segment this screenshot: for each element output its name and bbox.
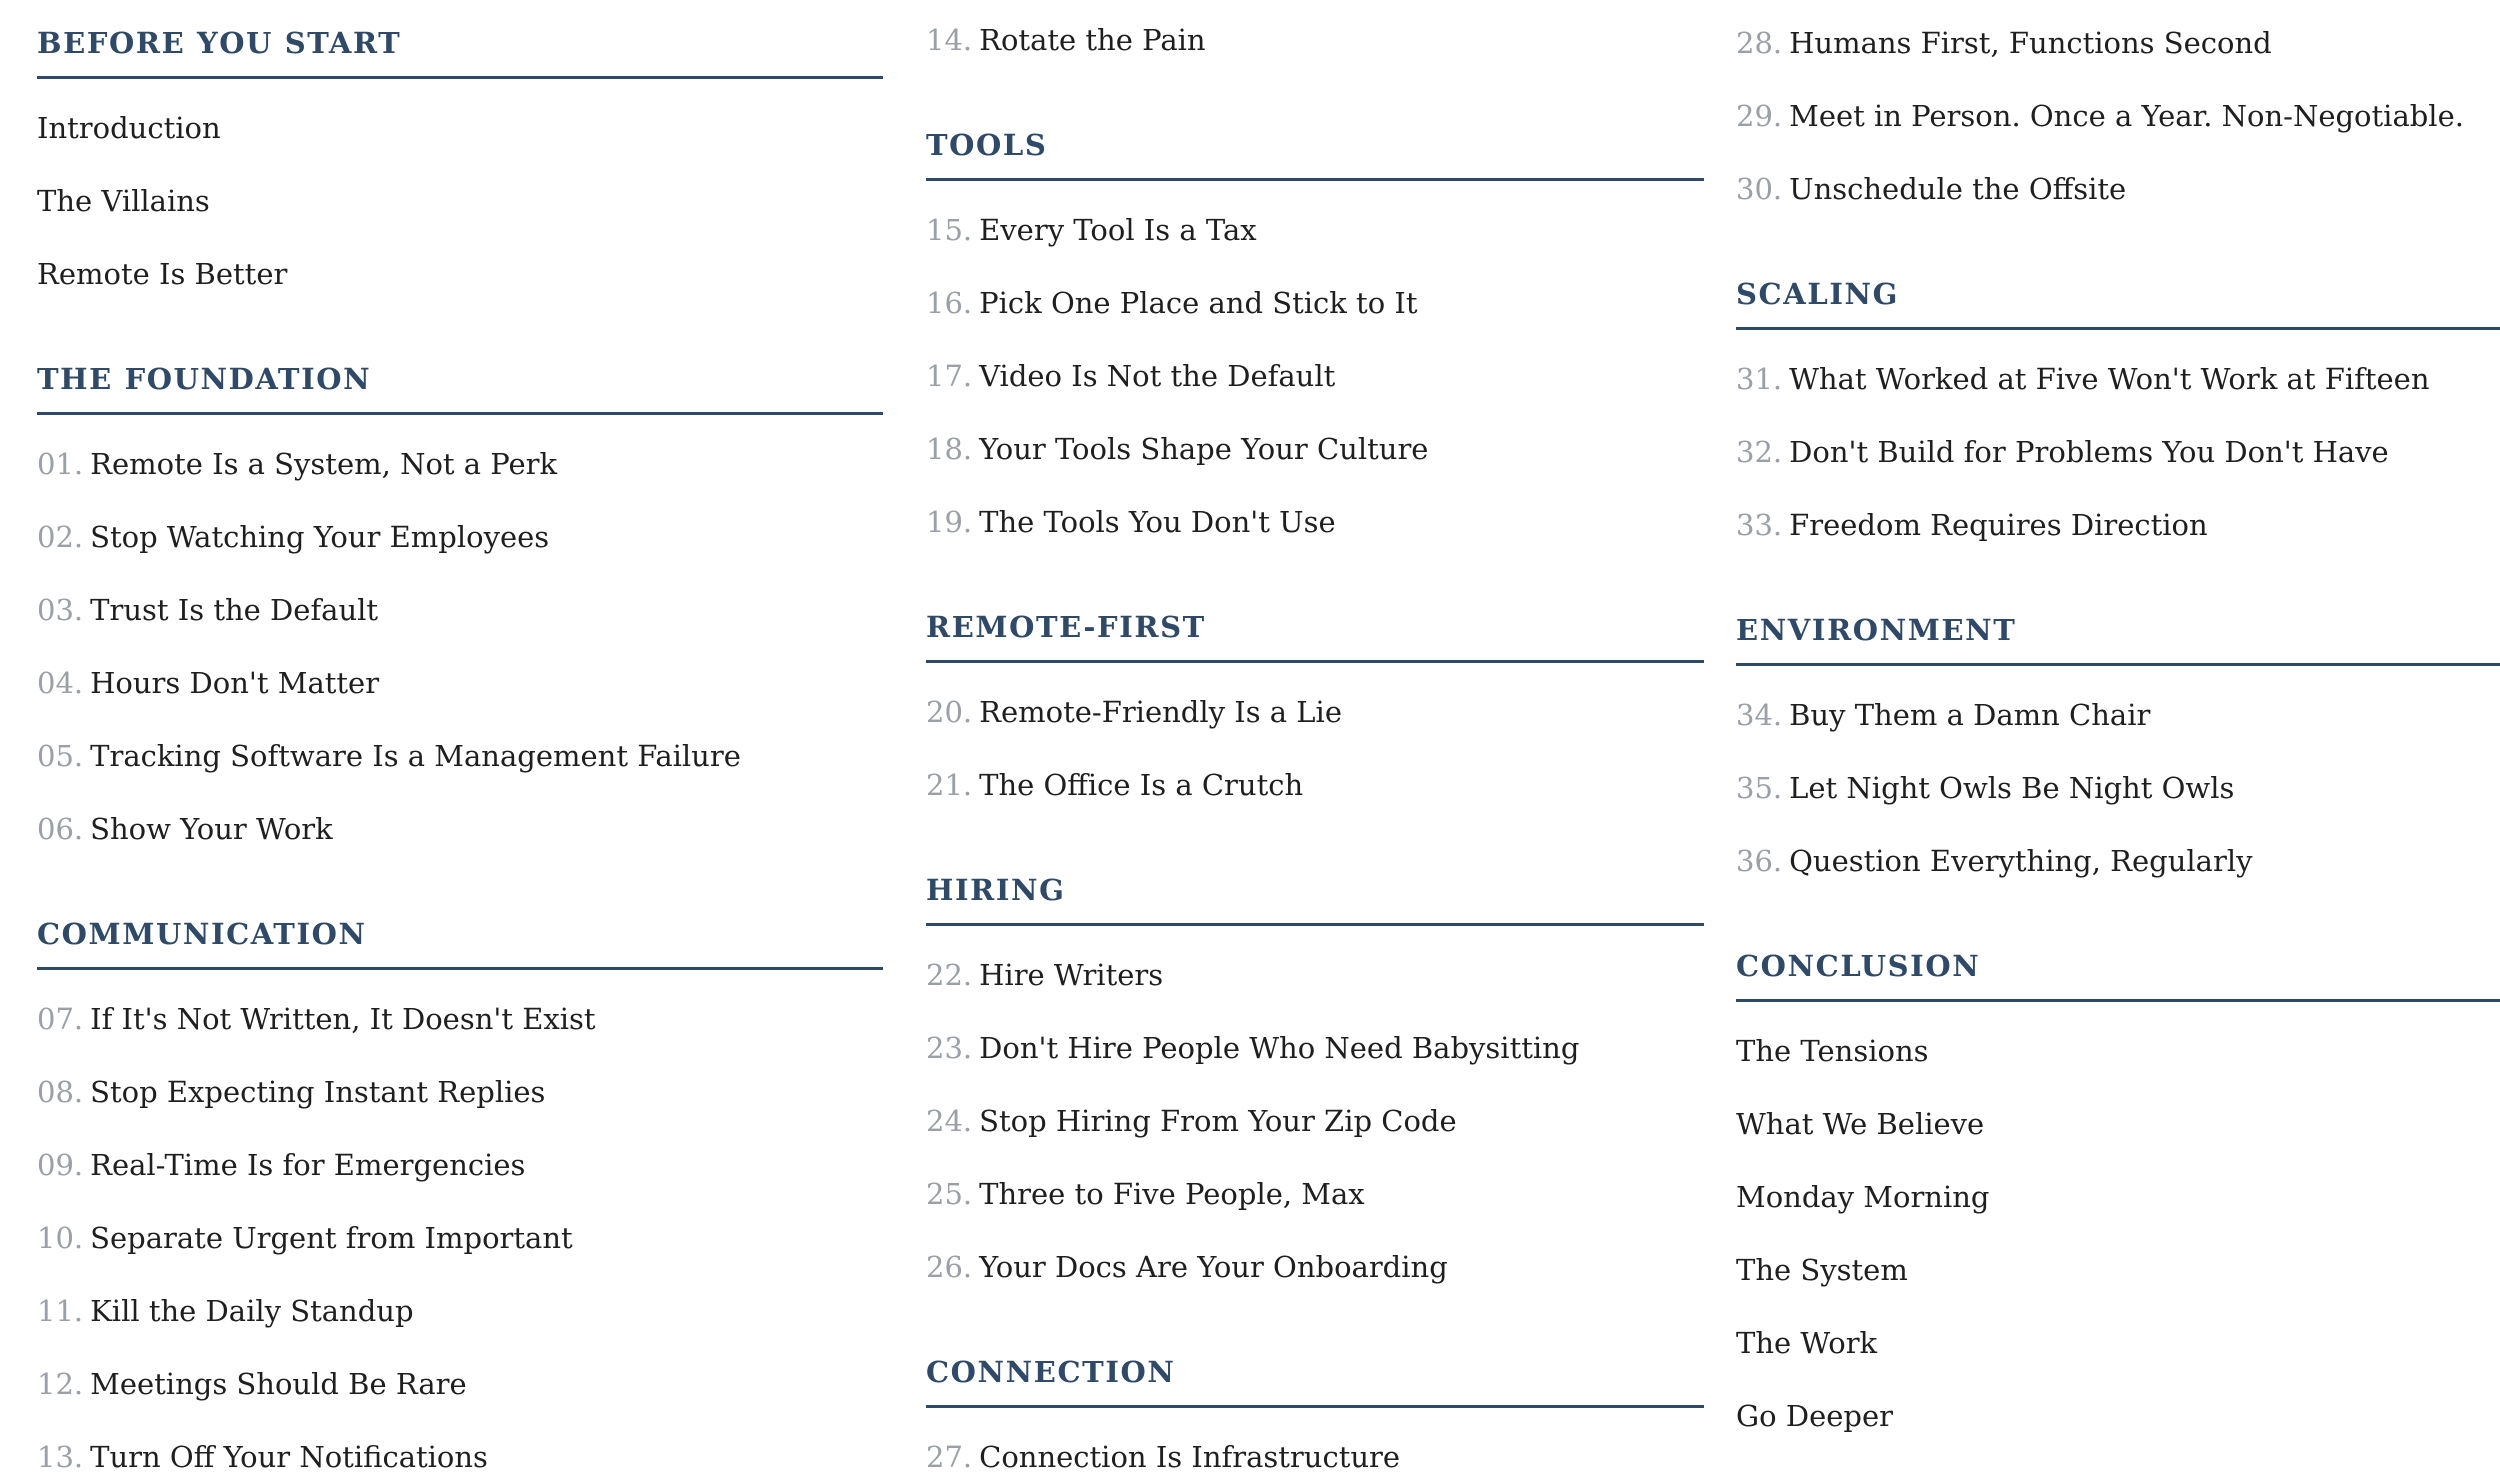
chapter-title: Stop Watching Your Employees [90, 520, 550, 554]
toc-link-the-tensions[interactable] [1736, 1031, 1929, 1071]
chapter-title: Rotate the Pain [979, 23, 1206, 57]
section-divider [37, 967, 883, 970]
toc-link-the-system[interactable] [1736, 1250, 1908, 1290]
section-heading-label: CONNECTION [926, 1355, 1176, 1389]
chapter-title: The System [1736, 1253, 1908, 1287]
chapter-title: Introduction [37, 111, 221, 145]
chapter-number: 31. [1736, 362, 1783, 396]
toc-link-kill-the-daily-standup[interactable] [37, 1291, 414, 1331]
section-divider [1736, 663, 2500, 666]
toc-link-monday-morning[interactable] [1736, 1177, 1990, 1217]
chapter-number: 03. [37, 593, 84, 627]
toc-link-real-time-is-for-emergencies[interactable] [37, 1145, 525, 1185]
chapter-title: Every Tool Is a Tax [979, 213, 1257, 247]
section-divider [37, 412, 883, 415]
chapter-title: Go Deeper [1736, 1399, 1894, 1433]
chapter-title: Humans First, Functions Second [1789, 26, 2272, 60]
toc-link-connection-is-infrastructure[interactable] [926, 1437, 1400, 1477]
chapter-number: 35. [1736, 771, 1783, 805]
chapter-title: If It's Not Written, It Doesn't Exist [90, 1002, 596, 1036]
chapter-number: 33. [1736, 508, 1783, 542]
section-heading-label: TOOLS [926, 128, 1048, 162]
toc-link-your-docs-are-your-onboarding[interactable] [926, 1247, 1448, 1287]
chapter-number: 02. [37, 520, 84, 554]
toc-link-introduction[interactable] [37, 108, 221, 148]
toc-link-what-worked-at-five-won-t-work-at-fifteen[interactable] [1736, 359, 2430, 399]
section-divider [926, 178, 1704, 181]
chapter-number: 34. [1736, 698, 1783, 732]
section-heading-label: BEFORE YOU START [37, 26, 402, 60]
section-divider [926, 923, 1704, 926]
section-divider [1736, 327, 2500, 330]
toc-link-pick-one-place-and-stick-to-it[interactable] [926, 283, 1418, 323]
chapter-number: 30. [1736, 172, 1783, 206]
chapter-number: 32. [1736, 435, 1783, 469]
toc-link-stop-hiring-from-your-zip-code[interactable] [926, 1101, 1457, 1141]
toc-column-1 [37, 0, 883, 1473]
section-heading-label: THE FOUNDATION [37, 362, 372, 396]
chapter-title: Kill the Daily Standup [90, 1294, 414, 1328]
chapter-number: 27. [926, 1440, 973, 1474]
toc-link-hire-writers[interactable] [926, 955, 1163, 995]
chapter-title: The Villains [37, 184, 210, 218]
toc-link-hours-don-t-matter[interactable] [37, 663, 379, 703]
chapter-title: Remote Is Better [37, 257, 288, 291]
toc-link-show-your-work[interactable] [37, 809, 333, 849]
section-heading-label: HIRING [926, 873, 1066, 907]
chapter-title: The Tools You Don't Use [979, 505, 1336, 539]
toc-link-video-is-not-the-default[interactable] [926, 356, 1335, 396]
chapter-title: Show Your Work [90, 812, 333, 846]
chapter-number: 13. [37, 1440, 84, 1474]
toc-link-the-office-is-a-crutch[interactable] [926, 765, 1303, 805]
chapter-title: The Tensions [1736, 1034, 1929, 1068]
chapter-number: 15. [926, 213, 973, 247]
chapter-title: Freedom Requires Direction [1789, 508, 2208, 542]
section-divider [926, 660, 1704, 663]
chapter-title: Pick One Place and Stick to It [979, 286, 1418, 320]
chapter-title: What Worked at Five Won't Work at Fifteen [1789, 362, 2430, 396]
toc-link-don-t-build-for-problems-you-don-t-have[interactable] [1736, 432, 2389, 472]
section-heading-the-foundation [37, 359, 883, 419]
chapter-number: 06. [37, 812, 84, 846]
chapter-title: Unschedule the Offsite [1789, 172, 2127, 206]
chapter-number: 29. [1736, 99, 1783, 133]
section-heading-communication [37, 914, 883, 974]
chapter-number: 18. [926, 432, 973, 466]
toc-link-go-deeper[interactable] [1736, 1396, 1893, 1436]
chapter-number: 26. [926, 1250, 973, 1284]
toc-link-remote-is-better[interactable] [37, 254, 287, 294]
chapter-title: Real-Time Is for Emergencies [90, 1148, 526, 1182]
section-heading-tools [926, 125, 1704, 185]
chapter-title: Your Tools Shape Your Culture [979, 432, 1429, 466]
chapter-number: 10. [37, 1221, 84, 1255]
toc-link-stop-watching-your-employees[interactable] [37, 517, 549, 557]
chapter-title: Meet in Person. Once a Year. Non-Negotiable. [1789, 99, 2464, 133]
toc-link-separate-urgent-from-important[interactable] [37, 1218, 573, 1258]
chapter-title: Buy Them a Damn Chair [1789, 698, 2151, 732]
chapter-title: The Office Is a Crutch [979, 768, 1304, 802]
section-heading-scaling [1736, 274, 2500, 334]
toc-link-rotate-the-pain[interactable] [926, 20, 1206, 60]
chapter-number: 20. [926, 695, 973, 729]
chapter-title: Remote-Friendly Is a Lie [979, 695, 1342, 729]
chapter-title: Your Docs Are Your Onboarding [979, 1250, 1448, 1284]
chapter-number: 17. [926, 359, 973, 393]
chapter-title: Tracking Software Is a Management Failure [90, 739, 741, 773]
section-divider [926, 1405, 1704, 1408]
chapter-title: What We Believe [1736, 1107, 1985, 1141]
chapter-number: 23. [926, 1031, 973, 1065]
toc-link-unschedule-the-offsite[interactable] [1736, 169, 2126, 209]
chapter-title: Video Is Not the Default [979, 359, 1336, 393]
chapter-title: The Work [1736, 1326, 1878, 1360]
toc-link-stop-expecting-instant-replies[interactable] [37, 1072, 545, 1112]
toc-link-if-it-s-not-written-it-doesn-t-exist[interactable] [37, 999, 596, 1039]
section-heading-hiring [926, 870, 1704, 930]
toc-link-your-tools-shape-your-culture[interactable] [926, 429, 1428, 469]
chapter-number: 36. [1736, 844, 1783, 878]
toc-link-don-t-hire-people-who-need-babysitting[interactable] [926, 1028, 1579, 1068]
toc-link-turn-off-your-notifications[interactable] [37, 1437, 488, 1477]
toc-link-what-we-believe[interactable] [1736, 1104, 1984, 1144]
toc-link-meet-in-person-once-a-year-non-negotiable[interactable] [1736, 96, 2464, 136]
chapter-number: 01. [37, 447, 84, 481]
section-heading-environment [1736, 610, 2500, 670]
chapter-title: Meetings Should Be Rare [90, 1367, 467, 1401]
chapter-title: Three to Five People, Max [979, 1177, 1365, 1211]
chapter-title: Turn Off Your Notifications [90, 1440, 488, 1474]
toc-link-humans-first-functions-second[interactable] [1736, 23, 2272, 63]
section-heading-conclusion [1736, 946, 2500, 1006]
toc-link-trust-is-the-default[interactable] [37, 590, 378, 630]
chapter-number: 14. [926, 23, 973, 57]
section-heading-before-you-start [37, 23, 883, 83]
chapter-title: Hours Don't Matter [90, 666, 380, 700]
chapter-number: 08. [37, 1075, 84, 1109]
toc-link-remote-is-a-system-not-a-perk[interactable] [37, 444, 557, 484]
chapter-number: 07. [37, 1002, 84, 1036]
chapter-number: 22. [926, 958, 973, 992]
section-heading-remote-first [926, 607, 1704, 667]
toc-link-remote-friendly-is-a-lie[interactable] [926, 692, 1342, 732]
toc-link-buy-them-a-damn-chair[interactable] [1736, 695, 2150, 735]
chapter-number: 24. [926, 1104, 973, 1138]
chapter-number: 04. [37, 666, 84, 700]
chapter-number: 09. [37, 1148, 84, 1182]
chapter-number: 19. [926, 505, 973, 539]
toc-link-let-night-owls-be-night-owls[interactable] [1736, 768, 2234, 808]
toc-link-the-villains[interactable] [37, 181, 210, 221]
chapter-number: 12. [37, 1367, 84, 1401]
chapter-title: Trust Is the Default [90, 593, 379, 627]
section-divider [37, 76, 883, 79]
toc-link-tracking-software-is-a-management-failure[interactable] [37, 736, 741, 776]
section-heading-label: SCALING [1736, 277, 1899, 311]
toc-link-three-to-five-people-max[interactable] [926, 1174, 1365, 1214]
chapter-title: Let Night Owls Be Night Owls [1789, 771, 2235, 805]
chapter-title: Stop Hiring From Your Zip Code [979, 1104, 1457, 1138]
chapter-number: 16. [926, 286, 973, 320]
toc-column-2 [926, 0, 1704, 1473]
section-heading-label: CONCLUSION [1736, 949, 1981, 983]
chapter-title: Don't Build for Problems You Don't Have [1789, 435, 2389, 469]
chapter-title: Monday Morning [1736, 1180, 1990, 1214]
chapter-number: 21. [926, 768, 973, 802]
chapter-title: Remote Is a System, Not a Perk [90, 447, 558, 481]
section-heading-label: REMOTE-FIRST [926, 610, 1206, 644]
toc-link-the-work[interactable] [1736, 1323, 1877, 1363]
section-heading-label: COMMUNICATION [37, 917, 367, 951]
toc-link-meetings-should-be-rare[interactable] [37, 1364, 467, 1404]
section-divider [1736, 999, 2500, 1002]
chapter-title: Stop Expecting Instant Replies [90, 1075, 546, 1109]
chapter-title: Connection Is Infrastructure [979, 1440, 1401, 1474]
chapter-title: Don't Hire People Who Need Babysitting [979, 1031, 1580, 1065]
toc-link-the-tools-you-don-t-use[interactable] [926, 502, 1336, 542]
chapter-number: 05. [37, 739, 84, 773]
chapter-number: 11. [37, 1294, 84, 1328]
chapter-number: 28. [1736, 26, 1783, 60]
toc-link-freedom-requires-direction[interactable] [1736, 505, 2208, 545]
chapter-title: Question Everything, Regularly [1789, 844, 2253, 878]
chapter-title: Separate Urgent from Important [90, 1221, 573, 1255]
toc-column-3 [1736, 0, 2500, 1473]
chapter-number: 25. [926, 1177, 973, 1211]
section-heading-connection [926, 1352, 1704, 1412]
toc-link-every-tool-is-a-tax[interactable] [926, 210, 1257, 250]
section-heading-label: ENVIRONMENT [1736, 613, 2017, 647]
toc-link-question-everything-regularly[interactable] [1736, 841, 2252, 881]
chapter-title: Hire Writers [979, 958, 1164, 992]
